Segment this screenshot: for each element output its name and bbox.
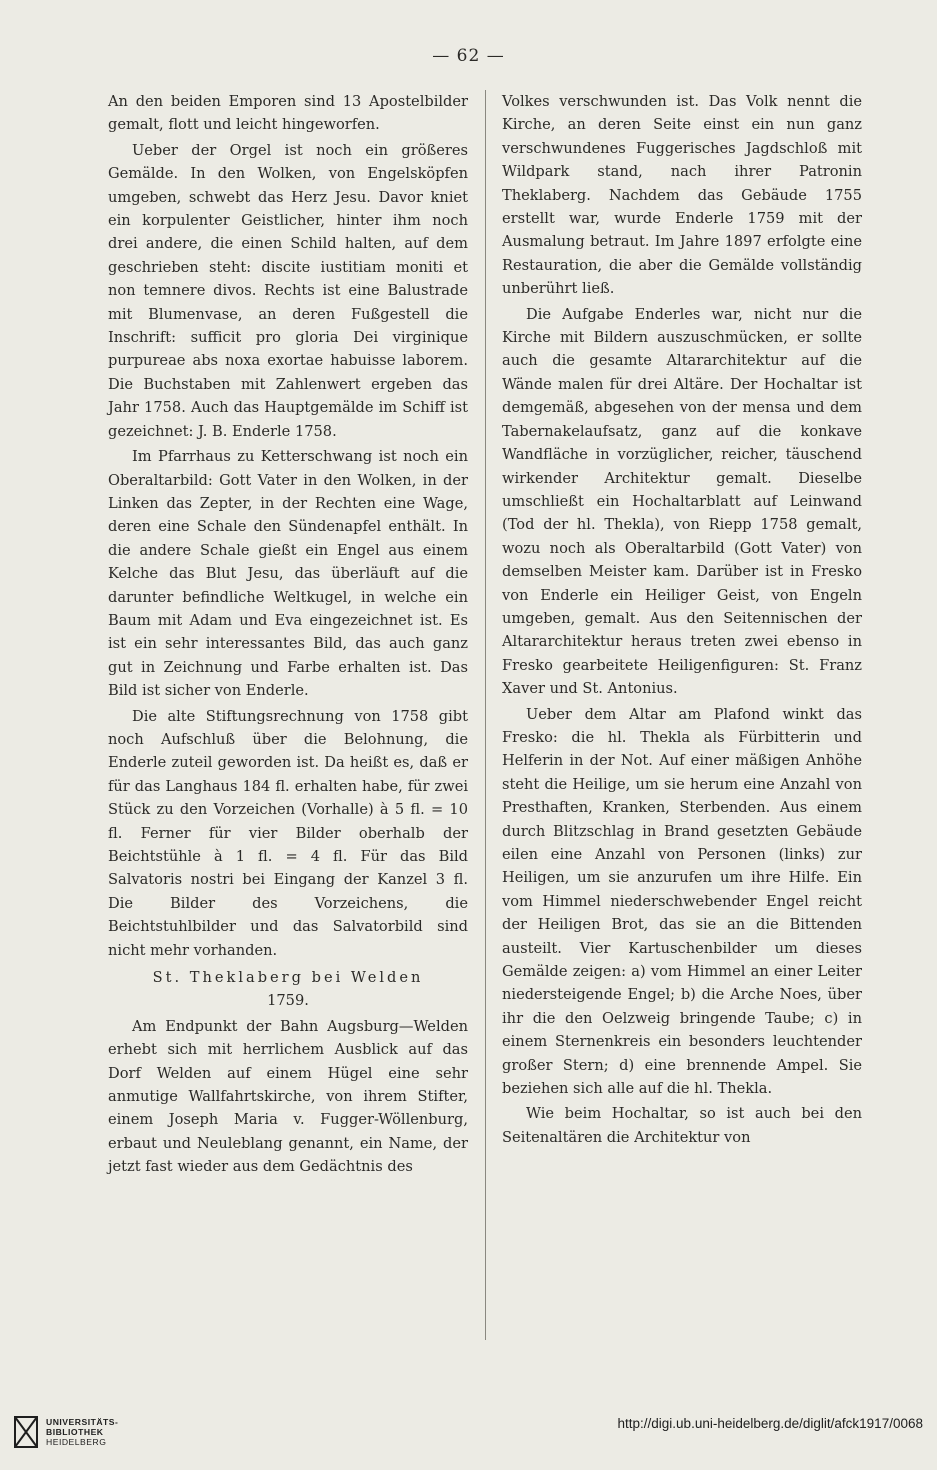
source-url[interactable]: http://digi.ub.uni-heidelberg.de/diglit/afck1917/0068 (617, 1416, 923, 1431)
section-heading-title: St. Theklaberg bei Welden (152, 969, 424, 987)
section-heading (108, 966, 468, 1013)
page-number: — 62 — (432, 46, 505, 66)
paragraph: Ueber der Orgel ist noch ein größeres Gemälde. In den Wolken, von Engelsköpfen umgeben, schwebt das Herz Jesu. Davor kniet ein korpulenter Geistlicher, hinter ihm noch drei andere, die einen Schild halten, auf dem geschrieben steht: discite iustitiam moniti et non temnere divos. Rechts ist eine Balustrade mit Blumenvase, an deren Fußgestell die Inschrift: sufficit pro gloria Dei virginique purpureae abs noxa exortae habuisse laborem. Die Buchstaben mit Zahlenwert ergeben das Jahr 1758. Auch das Hauptgemälde im Schiff ist gezeichnet: J. B. Enderle 1758. (108, 141, 468, 440)
paragraph: Im Pfarrhaus zu Ketterschwang ist noch ein Oberaltarbild: Gott Vater in den Wolken, in der Linken das Zepter, in der Rechten eine Wage, deren eine Schale den Sündenapfel enthält. In die andere Schale gießt ein Engel aus einem Kelche das Blut Jesu, das überläuft auf die darunter befindliche Weltkugel, in welche ein Baum mit Adam und Eva eingezeichnet ist. Es ist ein sehr interessantes Bild, das auch ganz gut in Zeichnung und Farbe erhalten ist. Das Bild ist sicher von Enderle. (108, 448, 468, 700)
paragraph: An den beiden Emporen sind 13 Apostelbilder gemalt, flott und leicht hingeworfen. (108, 93, 468, 134)
column-divider (485, 90, 486, 1340)
paragraph: Die alte Stiftungsrechnung von 1758 gibt noch Aufschluß über die Belohnung, die Enderle zuteil geworden ist. Da heißt es, daß er für das Langhaus 184 fl. erhalten habe, für zwei Stück zu den Vorzeichen (Vorhalle) à 5 fl. = 10 fl. Ferner für vier Bilder oberhalb der Beichtstühle à 1 fl. = 4 fl. Für das Bild Salvatoris nostri bei Eingang der Kanzel 3 fl. Die Bilder des Vorzeichens, die Beichtstuhlbilder und das Salvatorbild sind nicht mehr vorhanden. (108, 707, 468, 959)
paragraph: Die Aufgabe Enderles war, nicht nur die Kirche mit Bildern auszuschmücken, er sollte auch die gesamte Altararchitektur auf die Wände malen für drei Altäre. Der Hochaltar ist demgemäß, abgesehen von der mensa und dem Tabernakelaufsatz, ganz auf die konkave Wandfläche in vorzüglicher, reicher, täuschend wirkender Architektur gemalt. Dieselbe umschließt ein Hochaltarblatt auf Leinwand (Tod der hl. Thekla), von Riepp 1758 gemalt, wozu noch als Oberaltarbild (Gott Vater) von demselben Meister kam. Darüber ist in Fresko von Enderle ein Heiliger Geist, von Engeln umgeben, gemalt. Aus den Seitennischen der Altararchitektur heraus treten zwei ebenso in Fresko gearbeitete Heiligenfiguren: St. Franz Xaver und St. Antonius. (502, 305, 862, 698)
section-heading-year: 1759. (267, 992, 309, 1010)
library-crest-icon (14, 1416, 38, 1448)
paragraph: Volkes verschwunden ist. Das Volk nennt die Kirche, an deren Seite einst ein nun ganz verschwundenes Fuggerisches Jagdschloß mit Wildpark stand, nach ihrer Patronin Theklaberg. Nachdem das Gebäude 1755 erstellt war, wurde Enderle 1759 mit der Ausmalung betraut. Im Jahre 1897 erfolgte eine Restauration, die aber die Gemälde vollständig unberührt ließ. (502, 93, 862, 298)
left-column (108, 90, 468, 1179)
paragraph: Ueber dem Altar am Plafond winkt das Fresko: die hl. Thekla als Fürbitterin und Helferin in der Not. Auf einer mäßigen Anhöhe steht die Heilige, um sie herum eine Anzahl von Presthaften, Kranken, Sterbenden. Aus einem durch Blitzschlag in Brand gesetzten Gebäude eilen eine Anzahl von Personen (links) zur Heiligen, um sie anzurufen um ihre Hilfe. Ein vom Himmel niederschwebender Engel reicht der Heiligen Brot, das sie an die Bittenden austeilt. Vier Kartuschenbilder um dieses Gemälde zeigen: a) vom Himmel an einer Leiter niedersteigende Engel; b) die Arche Noes, über ihr die den Oelzweig bringende Taube; c) in einem Sternenkreis ein besonders leuchtender großer Stern; d) eine brennende Ampel. Sie beziehen sich alle auf die hl. Thekla. (502, 705, 862, 1098)
library-logo (14, 1416, 118, 1448)
library-name-line: HEIDELBERG (46, 1437, 107, 1447)
library-name-line: UNIVERSITÄTS- (46, 1417, 119, 1427)
paragraph: Am Endpunkt der Bahn Augsburg—Welden erhebt sich mit herrlichem Ausblick auf das Dorf Welden auf einem Hügel eine sehr anmutige Wallfahrtskirche, von ihrem Stifter, einem Joseph Maria v. Fugger-Wöllenburg, erbaut und Neuleblang genannt, ein Name, der jetzt fast wieder aus dem Gedächtnis des (108, 1017, 468, 1176)
paragraph: Wie beim Hochaltar, so ist auch bei den Seitenaltären die Architektur von (502, 1105, 862, 1146)
right-column (502, 90, 862, 1149)
library-name-line: BIBLIOTHEK (46, 1427, 104, 1437)
library-name (46, 1417, 118, 1447)
